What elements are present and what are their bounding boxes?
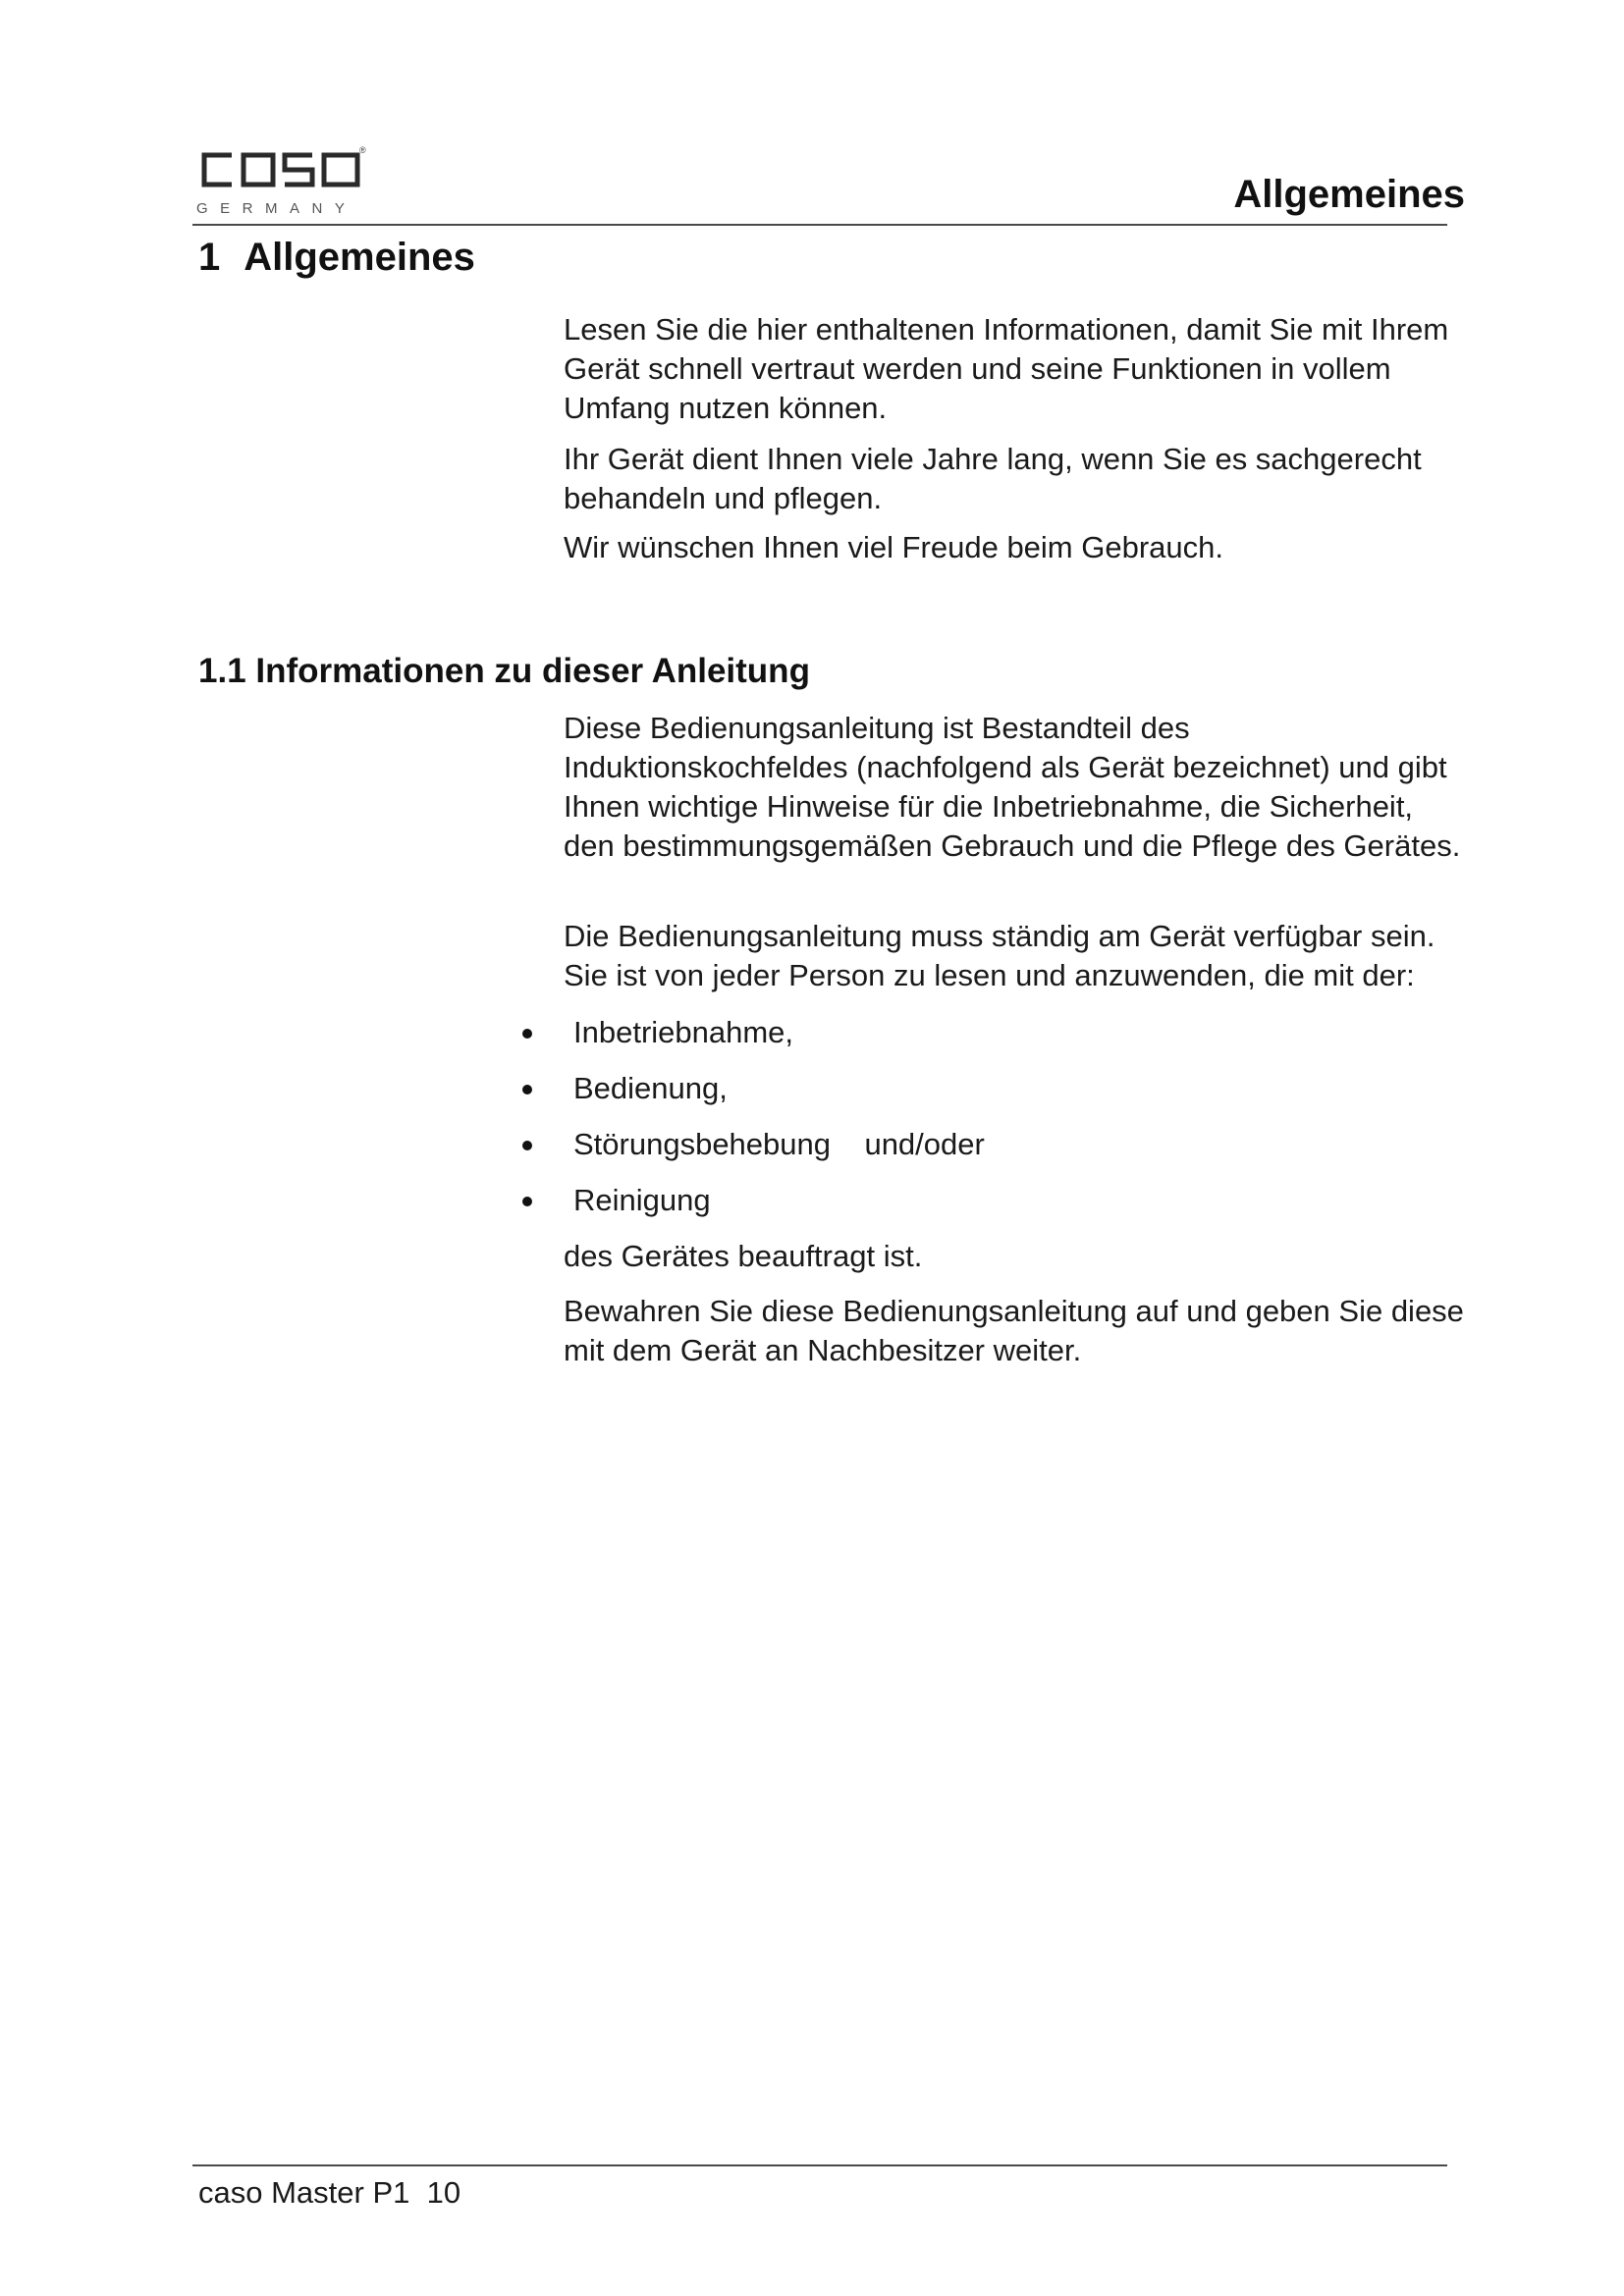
footer-page-info: caso Master P1 10 [198, 2175, 461, 2210]
bullet-icon [522, 1197, 532, 1206]
availability-paragraph: Die Bedienungsanleitung muss ständig am Gerät verfügbar sein. Sie ist von jeder Person zu lesen und anzuwenden, die mit der: [564, 919, 1435, 992]
bullet-icon [522, 1029, 532, 1039]
bullet-icon [522, 1141, 532, 1150]
running-header-title: Allgemeines [1233, 173, 1465, 216]
caso-logo [175, 128, 391, 226]
task-list [513, 1013, 985, 1237]
section-number: 1 [198, 236, 221, 279]
list-item [513, 1069, 985, 1125]
intro-paragraph: Lesen Sie die hier enthaltenen Informationen, damit Sie mit Ihrem Gerät schnell vertraut werden und seine Funktionen in vollem Umfang nutzen können. [564, 312, 1449, 425]
list-item [513, 1181, 985, 1237]
closing-paragraph: Bewahren Sie diese Bedienungsanleitung auf und geben Sie diese mit dem Gerät an Nachbesitzer weiter. [564, 1294, 1464, 1367]
wish-paragraph: Wir wünschen Ihnen viel Freude beim Gebrauch. [564, 530, 1223, 564]
after-list-text: des Gerätes beauftragt ist. [564, 1239, 923, 1273]
caso-wordmark [196, 147, 363, 192]
section-title: Allgemeines [244, 236, 475, 279]
section-heading [198, 236, 475, 280]
list-item-text: Reinigung [573, 1183, 711, 1217]
logo-subtext: GERMANY [196, 200, 357, 217]
list-item [513, 1013, 985, 1069]
registered-mark-icon: ® [359, 145, 366, 155]
manual-scope-paragraph: Diese Bedienungsanleitung ist Bestandteil des Induktionskochfeldes (nachfolgend als Gerät bezeichnet) und gibt Ihnen wichtige Hinweise für die Inbetriebnahme, die Sicherheit, den bestimmungsgemäßen Gebrauch und die Pflege des Gerätes. [564, 711, 1461, 863]
list-item-text: Inbetriebnahme, [573, 1015, 794, 1049]
list-item-text: Bedienung, [573, 1071, 728, 1105]
footer-divider [192, 2164, 1447, 2166]
subsection-heading: 1.1 Informationen zu dieser Anleitung [198, 652, 810, 690]
list-item-text: Störungsbehebung und/oder [573, 1127, 985, 1161]
list-item [513, 1125, 985, 1181]
bullet-icon [522, 1085, 532, 1095]
header-divider [192, 224, 1447, 226]
care-paragraph: Ihr Gerät dient Ihnen viele Jahre lang, wenn Sie es sachgerecht behandeln und pflegen. [564, 442, 1422, 515]
